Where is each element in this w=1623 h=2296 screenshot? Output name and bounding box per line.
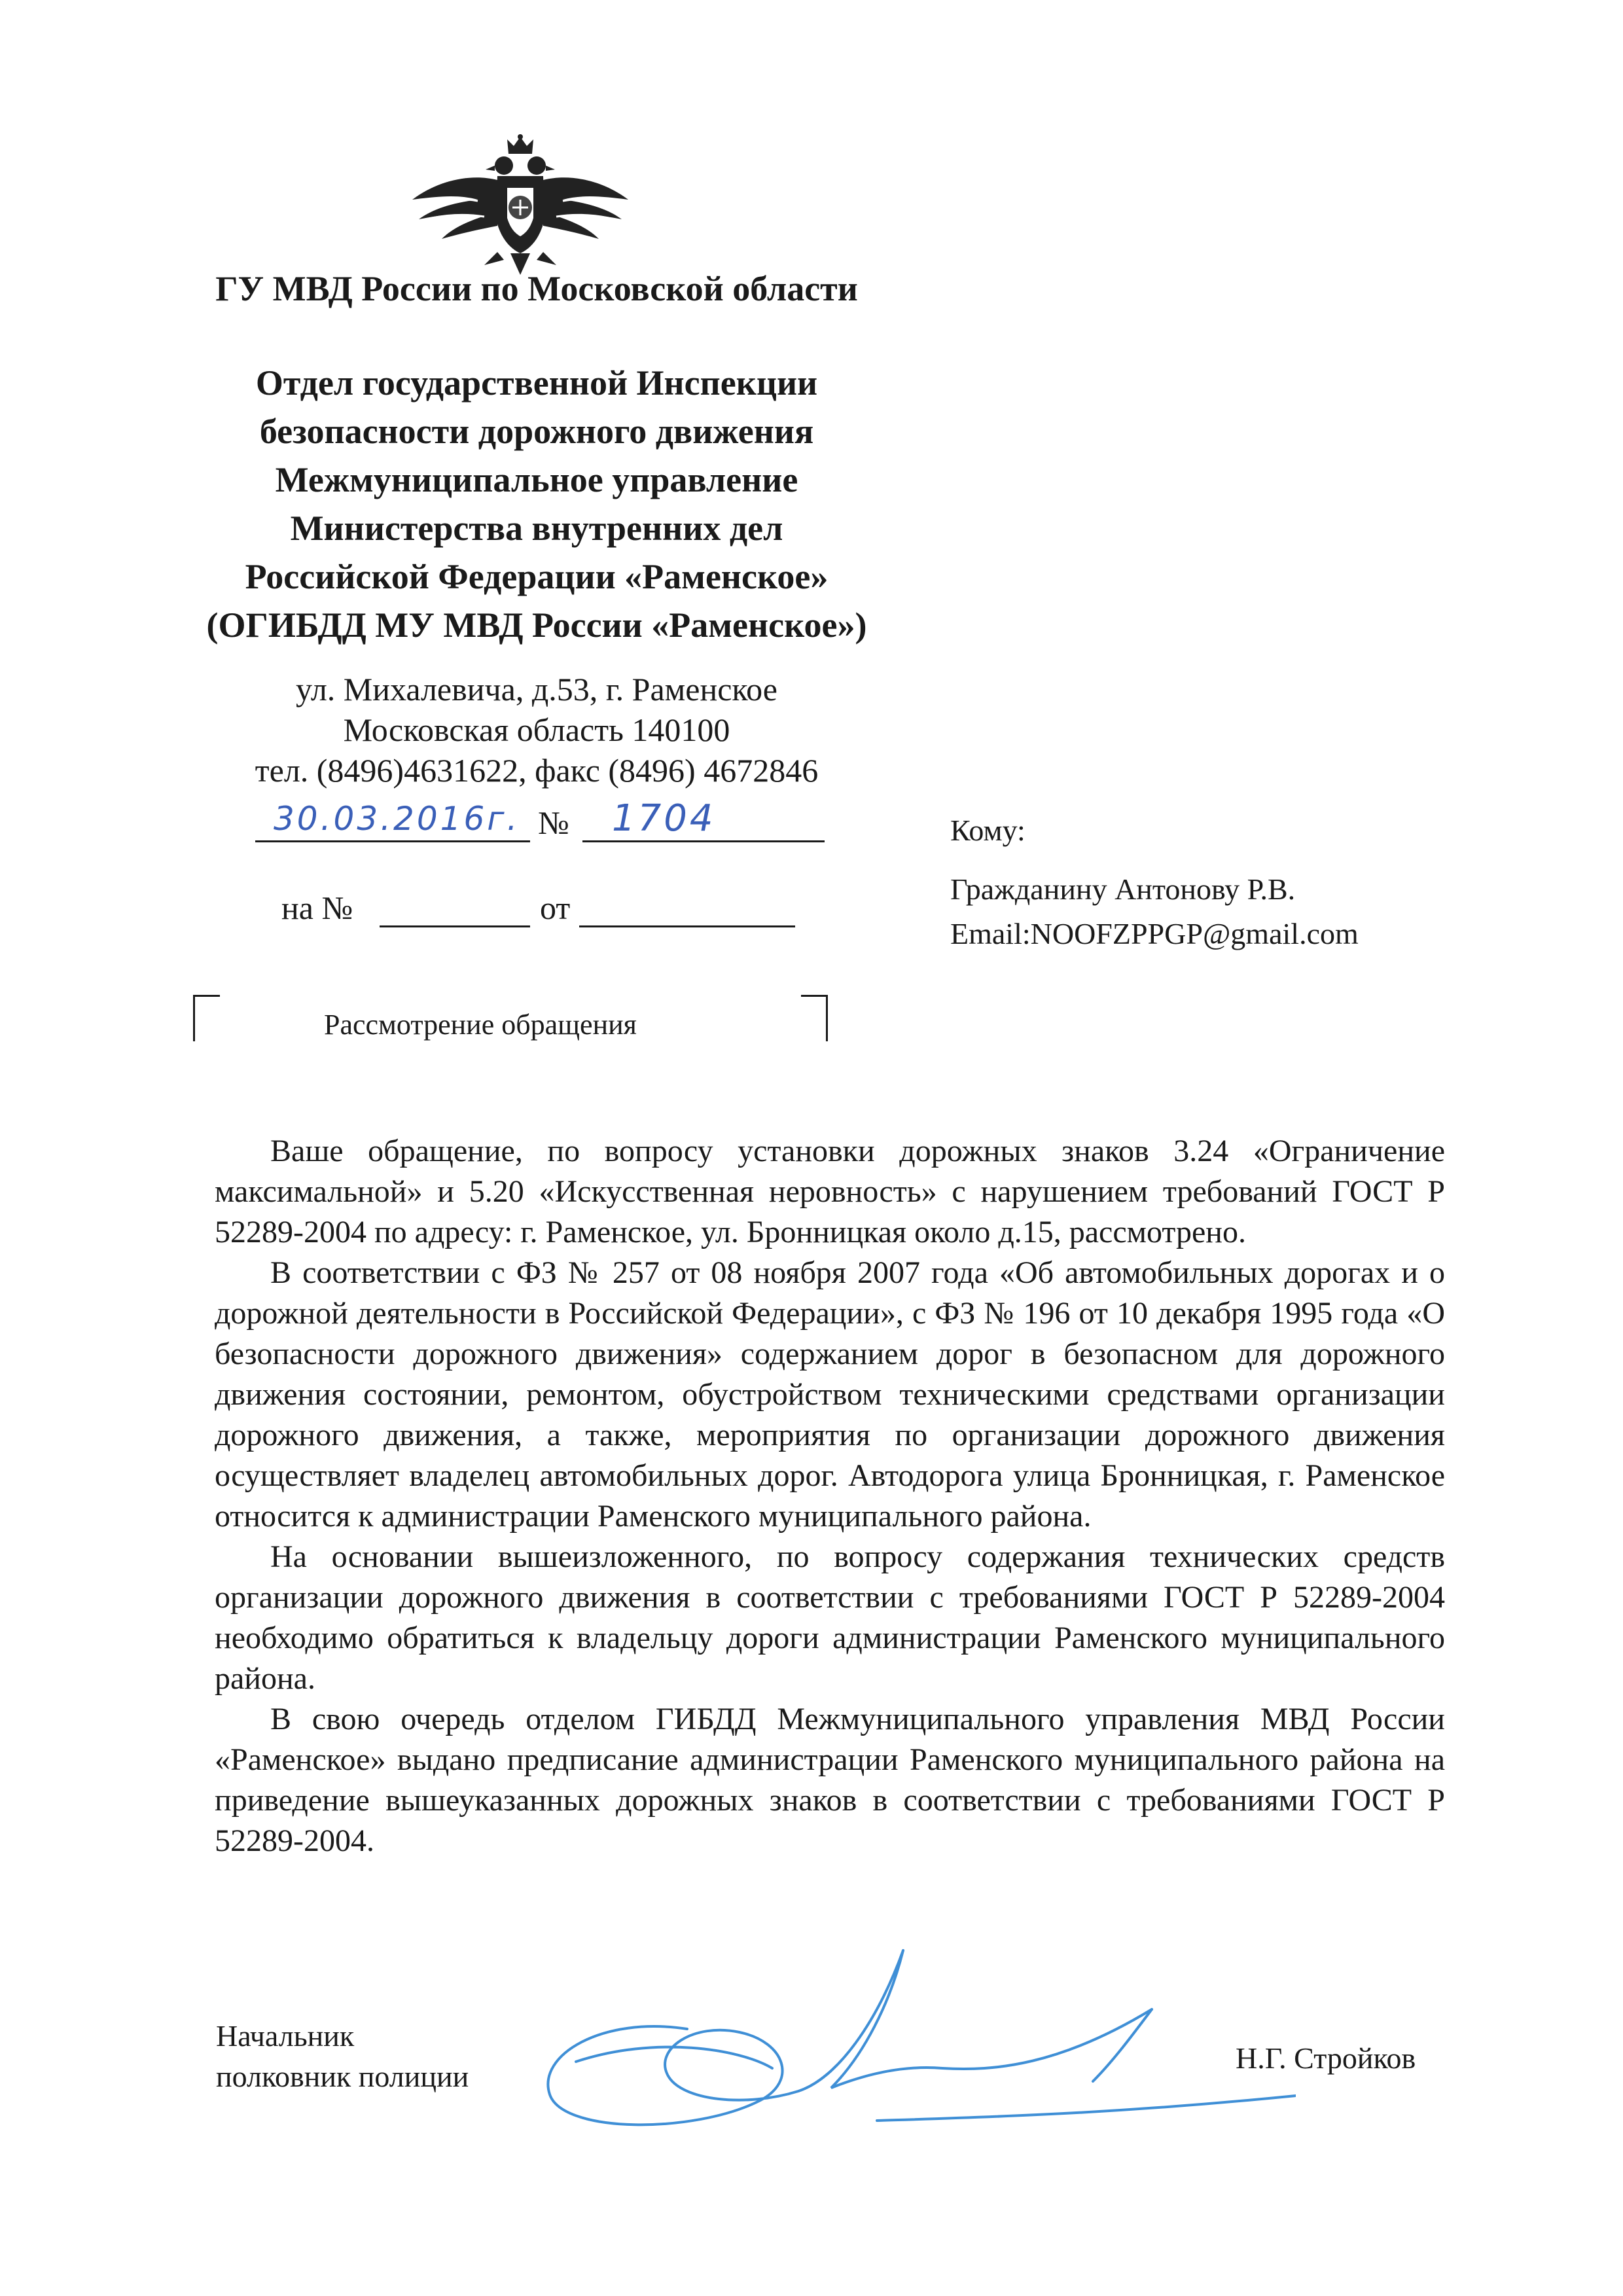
incoming-date-line: [579, 925, 795, 927]
mvd-emblem-icon: [399, 134, 648, 278]
position-line: полковник полиции: [216, 2060, 469, 2093]
date-line: [255, 840, 530, 842]
outgoing-date: 30.03.2016г.: [274, 800, 520, 838]
body-paragraph: В свою очередь отделом ГИБДД Межмуниципального управления МВД России «Раменское» выдано предписание администрации Раменского муниципального района на приведение вышеуказанных дорожных знаков в соответствии с требованиями ГОСТ Р 52289-2004.: [215, 1702, 1445, 1858]
outgoing-reference: [255, 797, 831, 852]
address-line: тел. (8496)4631622, факс (8496) 4672846: [255, 752, 819, 789]
letter-body: [215, 1131, 1445, 1861]
department-line: Межмуниципальное управление: [275, 460, 798, 499]
address-line: Московская область 140100: [343, 711, 730, 748]
subject-block: [193, 995, 828, 1047]
recipient-name: Гражданину Антонову Р.В.: [950, 872, 1296, 906]
department-name: [118, 359, 955, 649]
position-line: Начальник: [216, 2019, 355, 2053]
department-line: (ОГИБДД МУ МВД России «Раменское»): [206, 605, 867, 645]
body-paragraph: На основании вышеизложенного, по вопросу содержания технических средств организации дорожного движения в соответствии с требованиями ГОСТ Р 52289-2004 необходимо обратиться к владельцу дороги администрации Раменского муниципального района.: [215, 1539, 1445, 1696]
signer-position: [216, 2016, 469, 2097]
incoming-date-label: от: [540, 889, 571, 926]
department-line: Российской Федерации «Раменское»: [245, 557, 829, 596]
body-paragraph: В соответствии с ФЗ № 257 от 08 ноября 2007 года «Об автомобильных дорогах и о дорожной деятельности в Российской Федерации», с ФЗ № 196 от 10 декабря 1995 года «О безопасности дорожного движения» содержанием дорог в безопасном для дорожного движения состоянии, ремонтом, обустройством техническими средствами организации дорожного движения, а также, мероприятия по организации дорожного движения осуществляет владелец автомобильных дорог. Автодорога улица Бронницкая, г. Раменское относится к администрации Раменского муниципального района.: [215, 1255, 1445, 1534]
number-label: №: [538, 804, 569, 841]
department-line: безопасности дорожного движения: [259, 412, 814, 451]
subject-corner-left: [193, 995, 220, 1041]
department-line: Отдел государственной Инспекции: [255, 363, 818, 403]
signer-name: Н.Г. Стройков: [1236, 2041, 1416, 2075]
recipient-label: Кому:: [950, 814, 1026, 847]
number-line: [582, 840, 825, 842]
sender-address: [118, 669, 955, 791]
outgoing-number: 1704: [612, 797, 716, 840]
address-line: ул. Михалевича, д.53, г. Раменское: [296, 671, 777, 708]
subject-label: Рассмотрение обращения: [324, 1009, 637, 1041]
body-paragraph: Ваше обращение, по вопросу установки дорожных знаков 3.24 «Ограничение максимальной» и 5.20 «Искусственная неровность» с нарушением требований ГОСТ Р 52289-2004 по адресу: г. Раменское, ул. Бронницкая около д.15, рассмотрено.: [215, 1134, 1445, 1249]
subject-corner-right: [801, 995, 828, 1041]
recipient-email: Email:NOOFZPPGP@gmail.com: [950, 917, 1359, 950]
incoming-number-line: [380, 925, 530, 927]
incoming-number-label: на №: [281, 889, 353, 926]
organization-title: ГУ МВД России по Московской области: [215, 269, 858, 308]
department-line: Министерства внутренних дел: [290, 509, 783, 548]
incoming-reference: [281, 889, 805, 941]
recipient-block: [950, 808, 1359, 956]
handwritten-signature: [524, 1924, 1296, 2147]
